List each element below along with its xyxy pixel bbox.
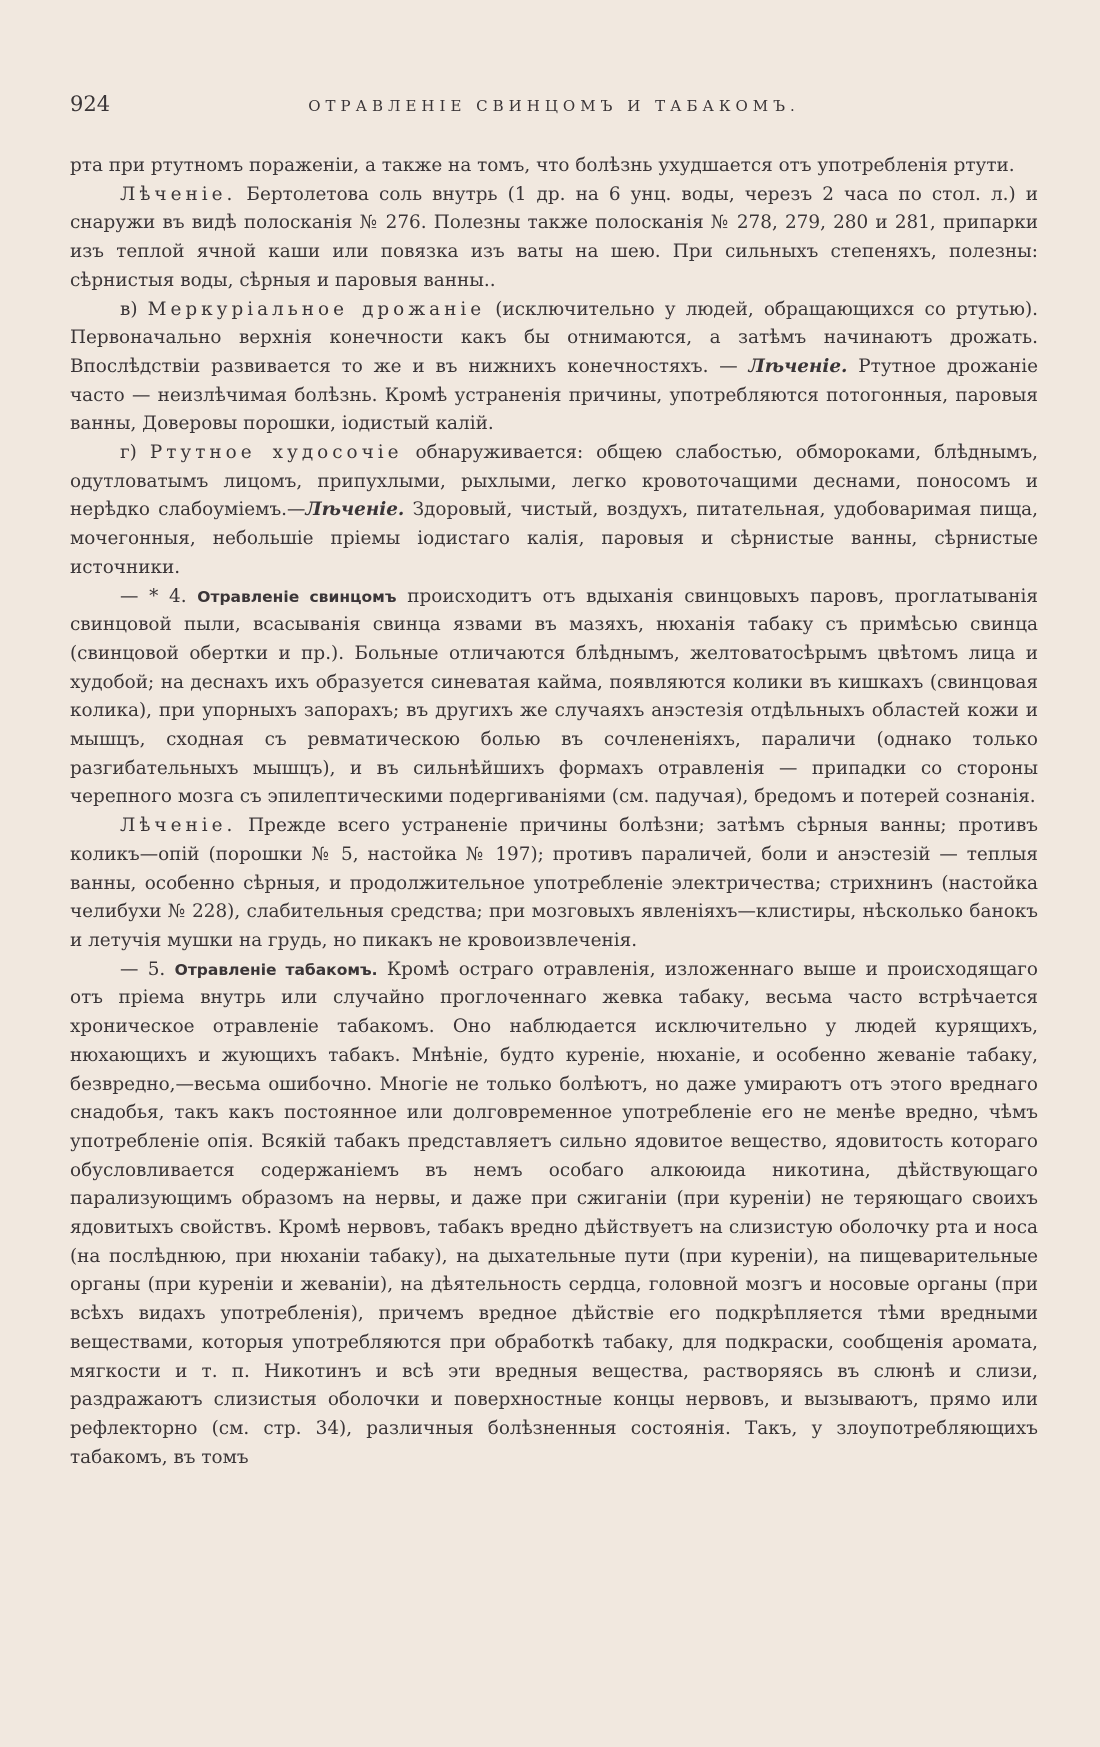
section-marker: — 5. bbox=[120, 958, 175, 980]
section-lead: Лѣченіе. bbox=[120, 815, 237, 837]
paragraph-text: Кромѣ остраго отравленія, изложеннаго выше и происходящаго отъ пріема внутрь или случайно проглоченнаго жевка табаку, весьма часто встрѣчается хроническое отравленіе табакомъ. Оно наблюдается исключительно у людей курящихъ, нюхающихъ и жующихъ табакъ. Мнѣніе, будто куреніе, нюханіе, и особенно жеваніе табаку, безвредно,—весьма ошибочно. Многіе не только болѣютъ, но даже умираютъ отъ этого вреднаго снадобья, такъ какъ постоянное или долговременное употребленіе его не менѣе вредно, чѣмъ употребленіе опія. Всякій табакъ представляетъ сильно ядовитое вещество, ядовитость котораго обусловливается содержаніемъ въ немъ особаго алкоюида никотина, дѣйствующаго парализующимъ образомъ на нервы, и даже при сжиганіи (при куреніи) не теряющаго своихъ ядовитыхъ свойствъ. Кромѣ нервовъ, табакъ вредно дѣйствуетъ на слизистую оболочку рта и носа (на послѣднюю, при нюханіи табаку), на дыхательные пути (при куреніи), на пищеварительные органы (при куреніи и жеваніи), на дѣятельность сердца, головной мозгъ и носовые органы (при всѣхъ видахъ употребленія), причемъ вредное дѣйствіе его подкрѣпляется тѣми вредными веществами, которыя употребляются при обработкѣ табаку, для подкраски, сообщенія аромата, мягкости и т. п. Никотинъ и всѣ эти вредныя вещества, растворяясь въ слюнѣ и слизи, раздражаютъ слизистыя оболочки и поверхностные концы нервовъ, и вызываютъ, прямо или рефлекторно (см. стр. 34), различныя болѣзненныя состоянія. Такъ, у злоупотребляющихъ табакомъ, въ томъ bbox=[70, 958, 1038, 1468]
paragraph-continuation bbox=[70, 152, 1038, 181]
paragraph-lead-poisoning bbox=[70, 583, 1038, 813]
paragraph-text: обнаруживается: общею слабостью, обмороками, блѣднымъ, одутловатымъ лицомъ, припухлыми, рыхлыми, легко кровоточащими деснами, поносомъ и нерѣдко слабоуміемъ.— bbox=[70, 442, 1038, 521]
page-header bbox=[70, 92, 1038, 122]
running-title: ОТРАВЛЕНІЕ СВИНЦОМЪ И ТАБАКОМЪ. bbox=[308, 97, 800, 115]
paragraph-treatment-stomatitis bbox=[70, 181, 1038, 296]
page bbox=[70, 92, 1038, 1472]
paragraph-text: происходитъ отъ вдыханія свинцовыхъ паровъ, проглатыванія свинцовой пыли, всасыванія свинца язвами въ мазяхъ, нюханія табаку съ примѣсью свинца (свинцовой обертки и пр.). Больные отличаются блѣднымъ, желтоватосѣрымъ цвѣтомъ лица и худобой; на деснахъ ихъ образуется синеватая кайма, появляются колики въ кишкахъ (свинцовая колика), при упорныхъ запорахъ; въ другихъ же случаяхъ анэстезія отдѣльныхъ областей кожи и мышцъ, сходная съ ревматическою болью въ сочлененіяхъ, параличи (однако только разгибательныхъ мышцъ), и въ сильнѣйшихъ формахъ отравленія — припадки со стороны черепного мозга съ эпилептическими подергиваніями (см. падучая), бредомъ и потерей сознанія. bbox=[70, 585, 1039, 808]
section-heading: Отравленіе табакомъ. bbox=[174, 960, 378, 979]
paragraph-mercurial-tremor bbox=[70, 296, 1038, 440]
section-lead: Ртутное худосочіе bbox=[149, 442, 403, 464]
paragraph-text: Прежде всего устраненіе причины болѣзни; затѣмъ сѣрныя ванны; противъ коликъ—опій (порошки № 5, настойка № 197); противъ параличей, боли и анэстезій — теплыя ванны, особенно сѣрныя, и продолжительное употребленіе электричества; стрихнинъ (настойка челибухи № 228), слабительныя средства; при мозговыхъ явленіяхъ—клистиры, нѣсколько банокъ и летучія мушки на грудь, но пикакъ не кровоизвлеченія. bbox=[70, 815, 1038, 951]
list-marker: г) bbox=[120, 442, 150, 464]
paragraph-text: рта при ртутномъ пораженіи, а также на томъ, что болѣзнь ухудшается отъ употребленія ртути. bbox=[70, 155, 1015, 176]
body-text bbox=[70, 152, 1038, 1472]
treatment-label: Лѣченіе. bbox=[305, 499, 405, 521]
paragraph-text: (исключительно у людей, обращающихся со ртутью). Первоначально верхнія конечности какъ бы отнимаются, а затѣмъ начинаютъ дрожать. Впослѣдствіи развивается то же и въ нижнихъ конечностяхъ. — bbox=[70, 298, 1038, 377]
section-marker: — * 4. bbox=[120, 585, 198, 607]
paragraph-tobacco-poisoning bbox=[70, 956, 1038, 1473]
page-number: 924 bbox=[70, 92, 111, 116]
section-heading: Отравленіе свинцомъ bbox=[197, 587, 397, 606]
paragraph-treatment-lead bbox=[70, 812, 1038, 956]
list-marker: в) bbox=[120, 298, 148, 320]
treatment-label: Лѣченіе. bbox=[748, 355, 848, 377]
section-lead: Меркуріальное дрожаніе bbox=[147, 298, 486, 320]
section-lead: Лѣченіе. bbox=[120, 183, 237, 205]
paragraph-text: Бертолетова соль внутрь (1 др. на 6 унц. воды, черезъ 2 часа по стол. л.) и снаружи въ видѣ полосканія № 276. Полезны также полосканія № 278, 279, 280 и 281, припарки изъ теплой ячной каши или повязка изъ ваты на шею. При сильныхъ степеняхъ, полезны: сѣрнистыя воды, сѣрныя и паровыя ванны.. bbox=[70, 183, 1038, 291]
paragraph-text: Здоровый, чистый, воздухъ, питательная, удобоваримая пища, мочегонныя, небольшіе пріемы іодистаго калія, паровыя и сѣрнистые ванны, сѣрнистые источники. bbox=[70, 499, 1038, 578]
paragraph-mercurial-cachexia bbox=[70, 439, 1038, 583]
paragraph-text: Ртутное дрожаніе часто — неизлѣчимая болѣзнь. Кромѣ устраненія причины, употребляются потогонныя, паровыя ванны, Доверовы порошки, іодистый калій. bbox=[70, 355, 1038, 435]
